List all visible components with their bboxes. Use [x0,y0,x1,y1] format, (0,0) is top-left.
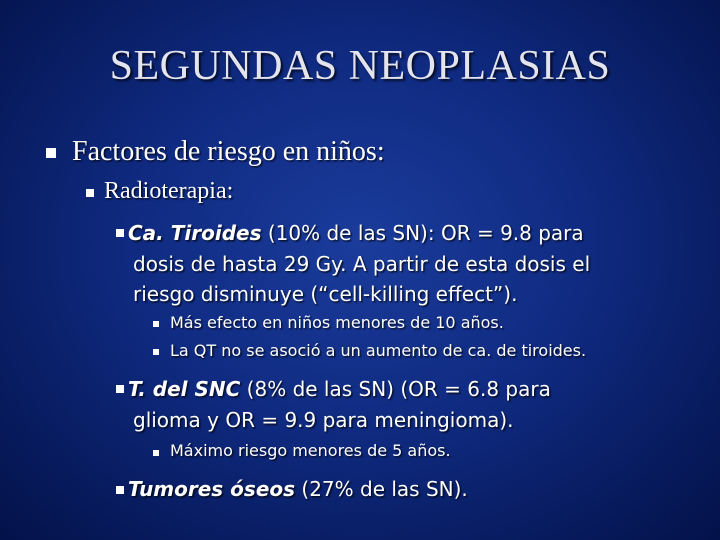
square-bullet-icon [153,321,159,327]
bone-tumor-detail: (27% de las SN). [295,477,468,501]
square-bullet-icon [116,486,124,494]
thyroid-subpoint-1: Más efecto en niños menores de 10 años. [170,313,504,332]
cns-detail: (8% de las SN) (OR = 6.8 para [240,377,551,401]
cns-heading: T. del SNC [128,377,241,401]
level1-text: Factores de riesgo en niños: [72,136,385,167]
level2-text: Radioterapia: [104,178,234,204]
thyroid-item [128,221,584,245]
cns-item [128,377,551,401]
thyroid-heading: Ca. Tiroides [128,221,262,245]
square-bullet-icon [86,189,94,197]
square-bullet-icon [116,229,124,237]
thyroid-subpoint-2: La QT no se asoció a un aumento de ca. de tiroides. [170,341,587,360]
square-bullet-icon [46,148,56,158]
cns-subpoint-1: Máximo riesgo menores de 5 años. [170,441,451,460]
thyroid-continuation-2: riesgo disminuye (“cell-killing effect”). [133,282,518,306]
cns-continuation-1: glioma y OR = 9.9 para meningioma). [133,408,514,432]
bone-tumor-heading: Tumores óseos [128,477,296,501]
square-bullet-icon [153,450,159,456]
square-bullet-icon [153,349,159,355]
square-bullet-icon [116,385,124,393]
slide-title: SEGUNDAS NEOPLASIAS [109,43,611,89]
thyroid-detail: (10% de las SN): OR = 9.8 para [261,221,584,245]
thyroid-continuation-1: dosis de hasta 29 Gy. A partir de esta dosis el [133,252,591,276]
bone-tumor-item [128,477,468,501]
